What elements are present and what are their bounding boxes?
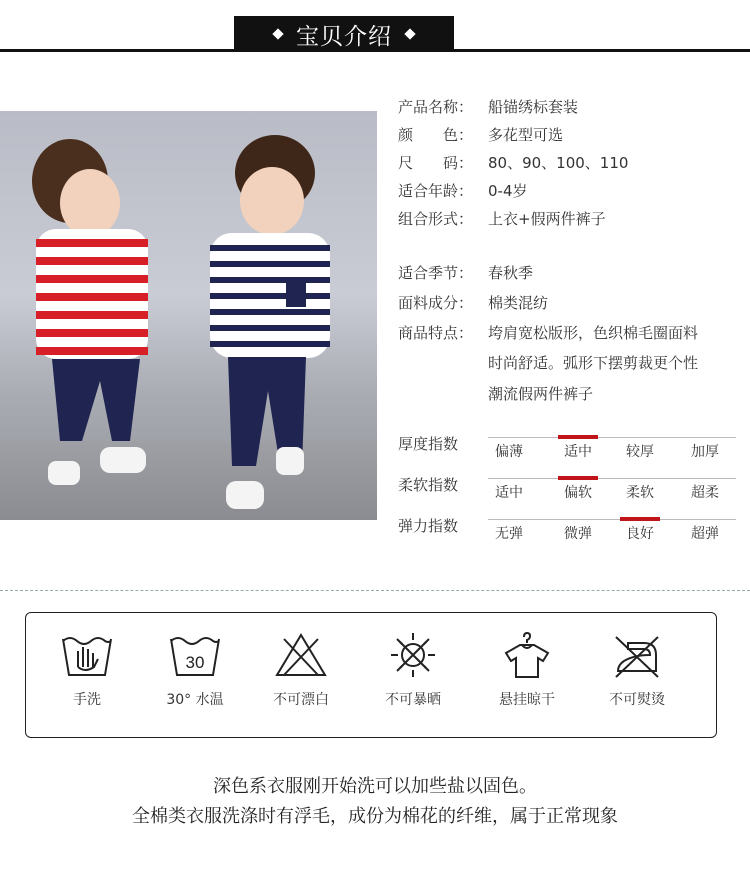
dashed-divider — [0, 590, 750, 591]
wash-temp-text: 30 — [185, 653, 205, 672]
scale-option: 柔软 — [626, 485, 654, 501]
spec-label: 颜 色： — [398, 126, 474, 144]
scale-option: 无弹 — [495, 526, 523, 542]
scale-label: 厚度指数 — [398, 435, 459, 453]
care-no-sun — [368, 631, 458, 709]
scale-option: 偏薄 — [495, 444, 523, 460]
care-no-iron — [592, 631, 682, 709]
scale-option: 适中 — [495, 485, 523, 501]
spec-value: 0-4岁 — [488, 182, 528, 200]
scale-option: 适中 — [564, 444, 592, 460]
care-wash-30 — [150, 631, 240, 709]
spec-value: 多花型可选 — [488, 126, 564, 144]
wash-note: 深色系衣服刚开始洗可以加些盐以固色。 — [213, 776, 537, 797]
care-label: 不可熨烫 — [609, 692, 665, 708]
scale-option: 超弹 — [691, 526, 719, 542]
no-sun-dry-icon — [386, 631, 440, 679]
scale-option: 较厚 — [626, 444, 654, 460]
spec-label: 面料成分： — [398, 294, 474, 312]
kids-illustration — [0, 111, 377, 520]
feature-line: 时尚舒适。弧形下摆剪裁更个性 — [488, 354, 699, 372]
scale-label: 柔软指数 — [398, 476, 459, 494]
section-title: 宝贝介绍 — [296, 23, 392, 50]
scale-line — [488, 437, 736, 438]
care-instructions — [25, 612, 717, 738]
spec-value: 春秋季 — [488, 264, 534, 282]
section-header — [234, 16, 454, 52]
spec-label: 商品特点： — [398, 324, 474, 342]
care-label: 悬挂晾干 — [499, 692, 555, 708]
scale-option: 偏软 — [564, 485, 592, 501]
scale-option: 超柔 — [691, 485, 719, 501]
spec-value: 棉类混纺 — [488, 294, 549, 312]
scale-line — [488, 478, 736, 479]
feature-line: 潮流假两件裤子 — [488, 385, 594, 403]
spec-label: 组合形式： — [398, 210, 474, 228]
scale-option: 加厚 — [691, 444, 719, 460]
scale-label: 弹力指数 — [398, 517, 459, 535]
no-iron-icon — [610, 631, 664, 679]
spec-value: 垮肩宽松版形，色织棉毛圈面料 — [488, 324, 699, 342]
wash-30-icon — [168, 631, 222, 679]
scale-selected-marker — [620, 517, 660, 521]
scale-option: 良好 — [626, 526, 654, 542]
spec-value: 80、90、100、110 — [488, 154, 629, 172]
spec-label: 适合季节： — [398, 264, 474, 282]
spec-label: 适合年龄： — [398, 182, 474, 200]
product-photo — [0, 111, 377, 520]
care-hand-wash — [42, 631, 132, 709]
no-bleach-icon — [274, 631, 328, 679]
scale-line — [488, 519, 736, 520]
spec-value: 船锚绣标套装 — [488, 98, 579, 116]
scale-selected-marker — [558, 435, 598, 439]
scale-option: 微弹 — [564, 526, 592, 542]
care-label: 30° 水温 — [166, 692, 224, 708]
spec-label: 产品名称： — [398, 98, 474, 116]
scale-selected-marker — [558, 476, 598, 480]
hang-dry-icon — [500, 631, 554, 679]
wash-note: 全棉类衣服洗涤时有浮毛，成份为棉花的纤维，属于正常现象 — [132, 806, 618, 827]
spec-value: 上衣+假两件裤子 — [488, 210, 606, 228]
diamond-icon — [272, 28, 283, 39]
care-label: 手洗 — [73, 692, 101, 708]
hand-wash-icon — [60, 631, 114, 679]
care-label: 不可漂白 — [273, 692, 329, 708]
care-hang-dry — [482, 631, 572, 709]
care-no-bleach — [256, 631, 346, 709]
spec-label: 尺 码： — [398, 154, 474, 172]
diamond-icon — [404, 28, 415, 39]
care-label: 不可暴晒 — [385, 692, 441, 708]
